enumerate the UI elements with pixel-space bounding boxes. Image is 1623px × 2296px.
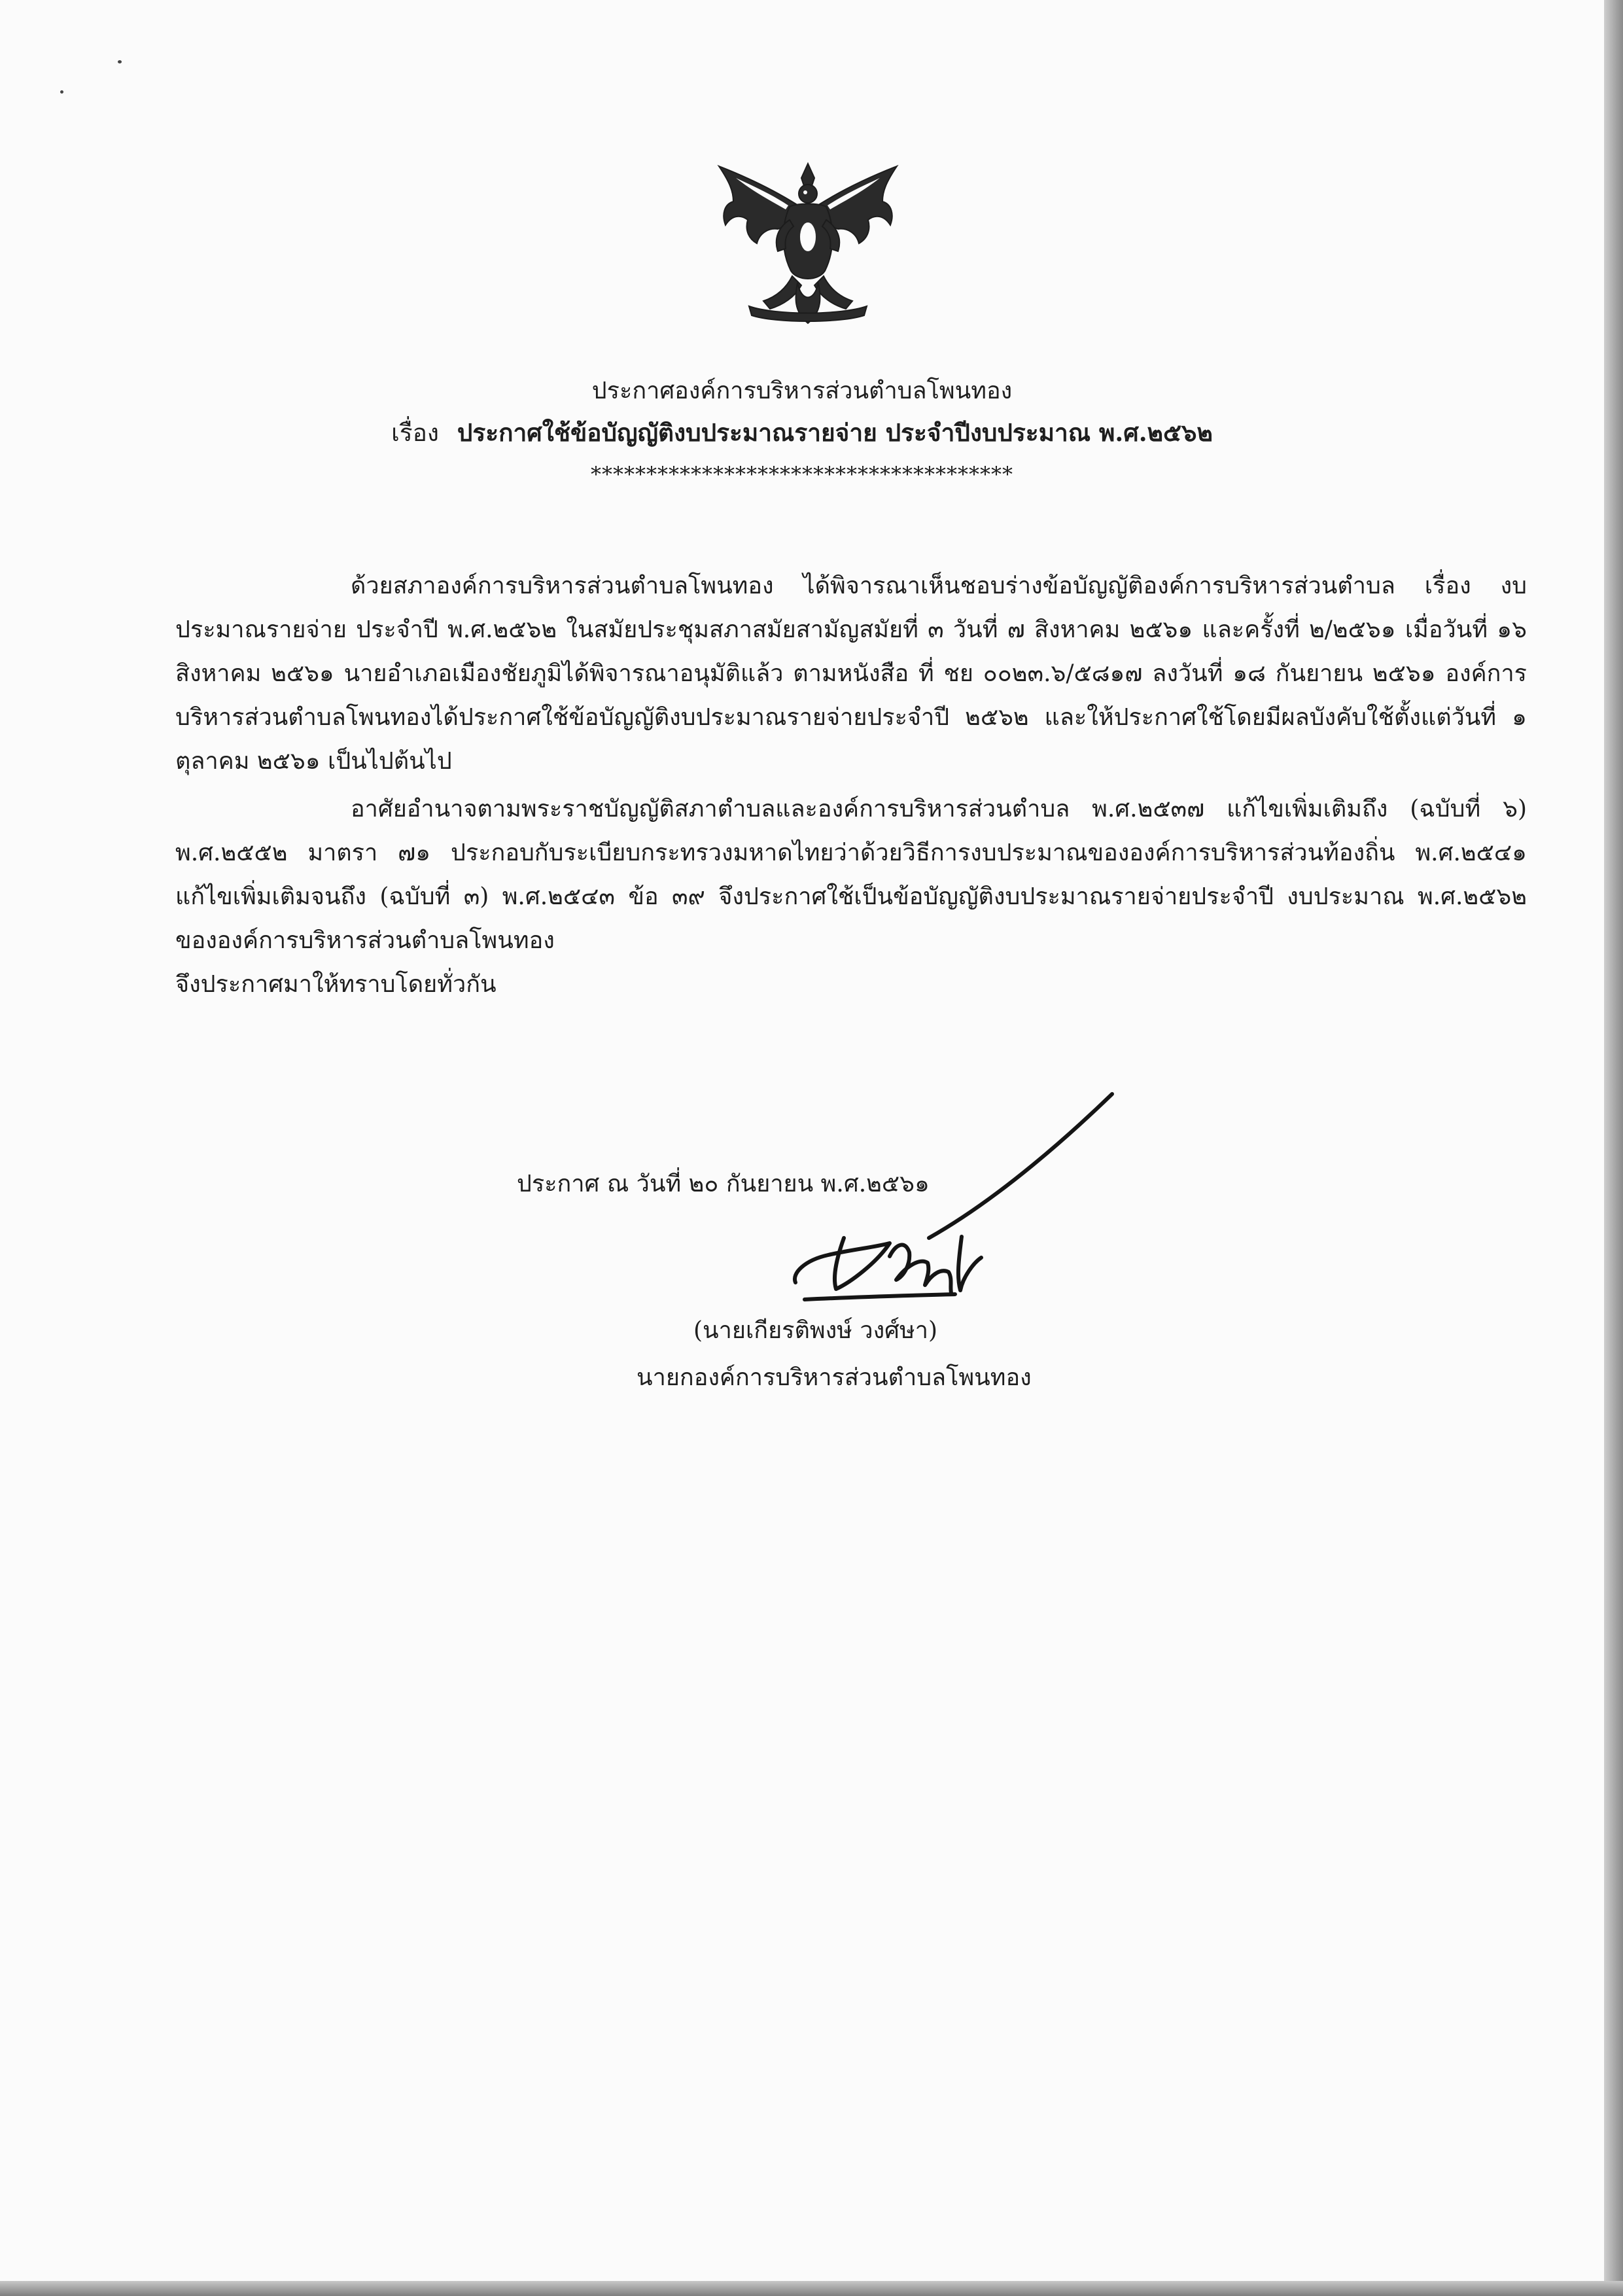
scan-speck [60,90,63,94]
handwritten-signature [765,1086,1132,1322]
announcement-title: ประกาศองค์การบริหารส่วนตำบลโพนทอง [591,378,1013,404]
closing-line: จึงประกาศมาให้ทราบโดยทั่วกัน [175,971,497,998]
scan-border-right [1604,0,1623,2296]
subject-line [0,414,1604,452]
signer-position: นายกองค์การบริหารส่วนตำบลโพนทอง [637,1364,1032,1391]
separator-stars: ************************************** [591,462,1013,487]
subject-text: ประกาศใช้ข้อบัญญัติงบประมาณรายจ่าย ประจำปีงบประมาณ พ.ศ.๒๕๖๒ [457,418,1213,447]
body-paragraph-1: ด้วยสภาองค์การบริหารส่วนตำบลโพนทอง ได้พิจารณาเห็นชอบร่างข้อบัญญัติองค์การบริหารส่วนตำบล เรื่อง งบประมาณรายจ่าย ประจำปี พ.ศ.๒๕๖๒ ในสมัยประชุมสภาสมัยสามัญสมัยที่ ๓ วันที่ ๗ สิงหาคม ๒๕๖๑ และครั้งที่ ๒/๒๕๖๑ เมื่อวันที่ ๑๖ สิงหาคม ๒๕๖๑ นายอำเภอเมืองชัยภูมิได้พิจารณาอนุมัติแล้ว ตามหนังสือ ที่ ชย ๐๐๒๓.๖/๕๘๑๗ ลงวันที่ ๑๘ กันยายน ๒๕๖๑ องค์การบริหารส่วนตำบลโพนทองได้ประกาศใช้ข้อบัญญัติงบประมาณรายจ่ายประจำปี ๒๕๖๒ และให้ประกาศใช้โดยมีผลบังคับใช้ตั้งแต่วันที่ ๑ ตุลาคม ๒๕๖๑ เป็นไปต้นไป [175,573,1527,775]
garuda-emblem-icon [710,152,906,342]
subject-label: เรื่อง [391,419,439,447]
announcement-date: ประกาศ ณ วันที่ ๒๐ กันยายน พ.ศ.๒๕๖๑ [517,1171,930,1197]
scan-border-bottom [0,2281,1623,2296]
announcement-body [175,564,1527,1006]
body-paragraph-2: อาศัยอำนาจตามพระราชบัญญัติสภาตำบลและองค์การบริหารส่วนตำบล พ.ศ.๒๕๓๗ แก้ไขเพิ่มเติมถึง (ฉบับที่ ๖) พ.ศ.๒๕๕๒ มาตรา ๗๑ ประกอบกับระเบียบกระทรวงมหาดไทยว่าด้วยวิธีการงบประมาณขององค์การบริหารส่วนท้องถิ่น พ.ศ.๒๕๔๑ แก้ไขเพิ่มเติมจนถึง (ฉบับที่ ๓) พ.ศ.๒๕๔๓ ข้อ ๓๙ จึงประกาศใช้เป็นข้อบัญญัติงบประมาณรายจ่ายประจำปี งบประมาณ พ.ศ.๒๕๖๒ ขององค์การบริหารส่วนตำบลโพนทอง [175,796,1527,954]
signer-name: (นายเกียรติพงษ์ วงศ์ษา) [693,1317,937,1344]
scan-speck [118,60,122,63]
